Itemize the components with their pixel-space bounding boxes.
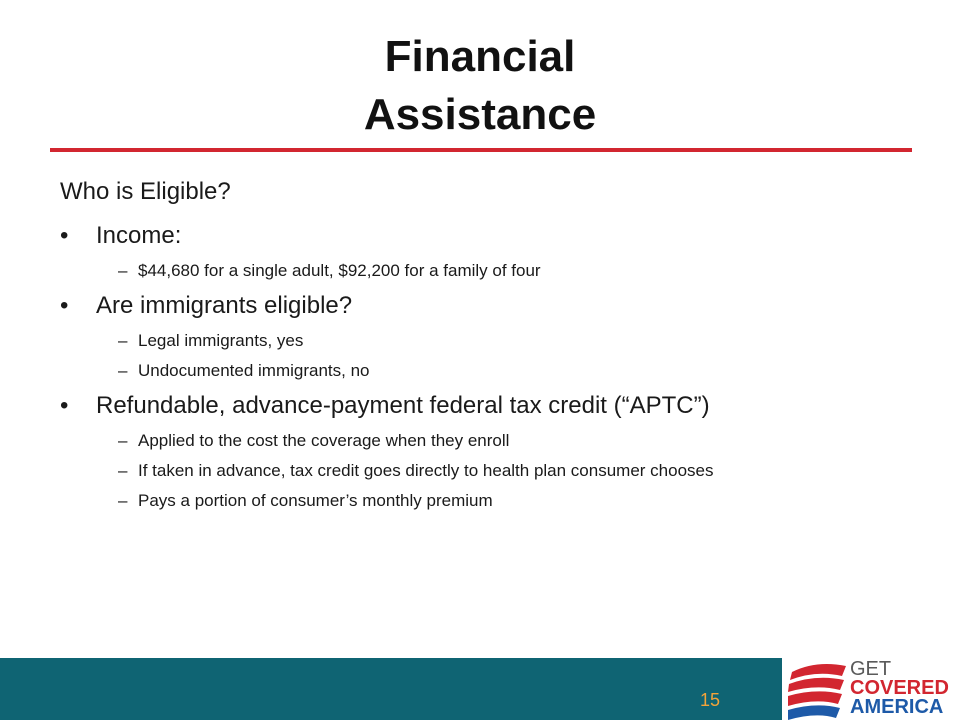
bullet-glyph: •: [60, 222, 69, 249]
title-line-2: Assistance: [363, 90, 597, 139]
sub-bullet: [60, 260, 920, 282]
sub-bullet: [60, 490, 920, 512]
bullet-income: [60, 220, 920, 252]
bullet-label: Income:: [96, 222, 182, 249]
sub-bullet-text: Applied to the cost the coverage when they enroll: [138, 431, 510, 450]
footer-bar: [0, 658, 782, 720]
dash-glyph: –: [118, 361, 128, 380]
bullet-aptc: [60, 390, 920, 422]
bullet-glyph: •: [60, 392, 69, 419]
sub-bullet: [60, 330, 920, 352]
slide-body: [60, 172, 920, 520]
bullet-glyph: •: [60, 292, 69, 319]
bullet-immigrants: [60, 290, 920, 322]
get-covered-america-logo: [786, 658, 960, 720]
logo-wordmark: [850, 660, 949, 717]
logo-get: GET: [850, 658, 892, 680]
title-line-1: Financial: [384, 32, 576, 81]
sub-bullet: [60, 430, 920, 452]
sub-bullet: [60, 460, 920, 482]
dash-glyph: –: [118, 461, 128, 480]
dash-glyph: –: [118, 261, 128, 280]
sub-bullet-text: Legal immigrants, yes: [138, 331, 304, 350]
title-underline: [50, 148, 912, 152]
logo-covered: COVERED: [850, 677, 949, 699]
logo-america: AMERICA: [850, 696, 944, 718]
sub-bullet-text: If taken in advance, tax credit goes directly to health plan consumer chooses: [138, 461, 714, 480]
flag-stripes-icon: [786, 658, 850, 720]
dash-glyph: –: [118, 491, 128, 510]
bullet-label: Refundable, advance-payment federal tax credit (“APTC”): [96, 392, 710, 419]
sub-bullet-text: $44,680 for a single adult, $92,200 for a family of four: [138, 261, 541, 280]
sub-bullet-text: Pays a portion of consumer’s monthly premium: [138, 491, 493, 510]
page-number: 15: [699, 690, 721, 710]
slide-title: [0, 28, 960, 144]
section-heading: Who is Eligible?: [60, 178, 231, 205]
sub-bullet: [60, 360, 920, 382]
dash-glyph: –: [118, 331, 128, 350]
sub-bullet-text: Undocumented immigrants, no: [138, 361, 370, 380]
dash-glyph: –: [118, 431, 128, 450]
bullet-label: Are immigrants eligible?: [96, 292, 353, 319]
